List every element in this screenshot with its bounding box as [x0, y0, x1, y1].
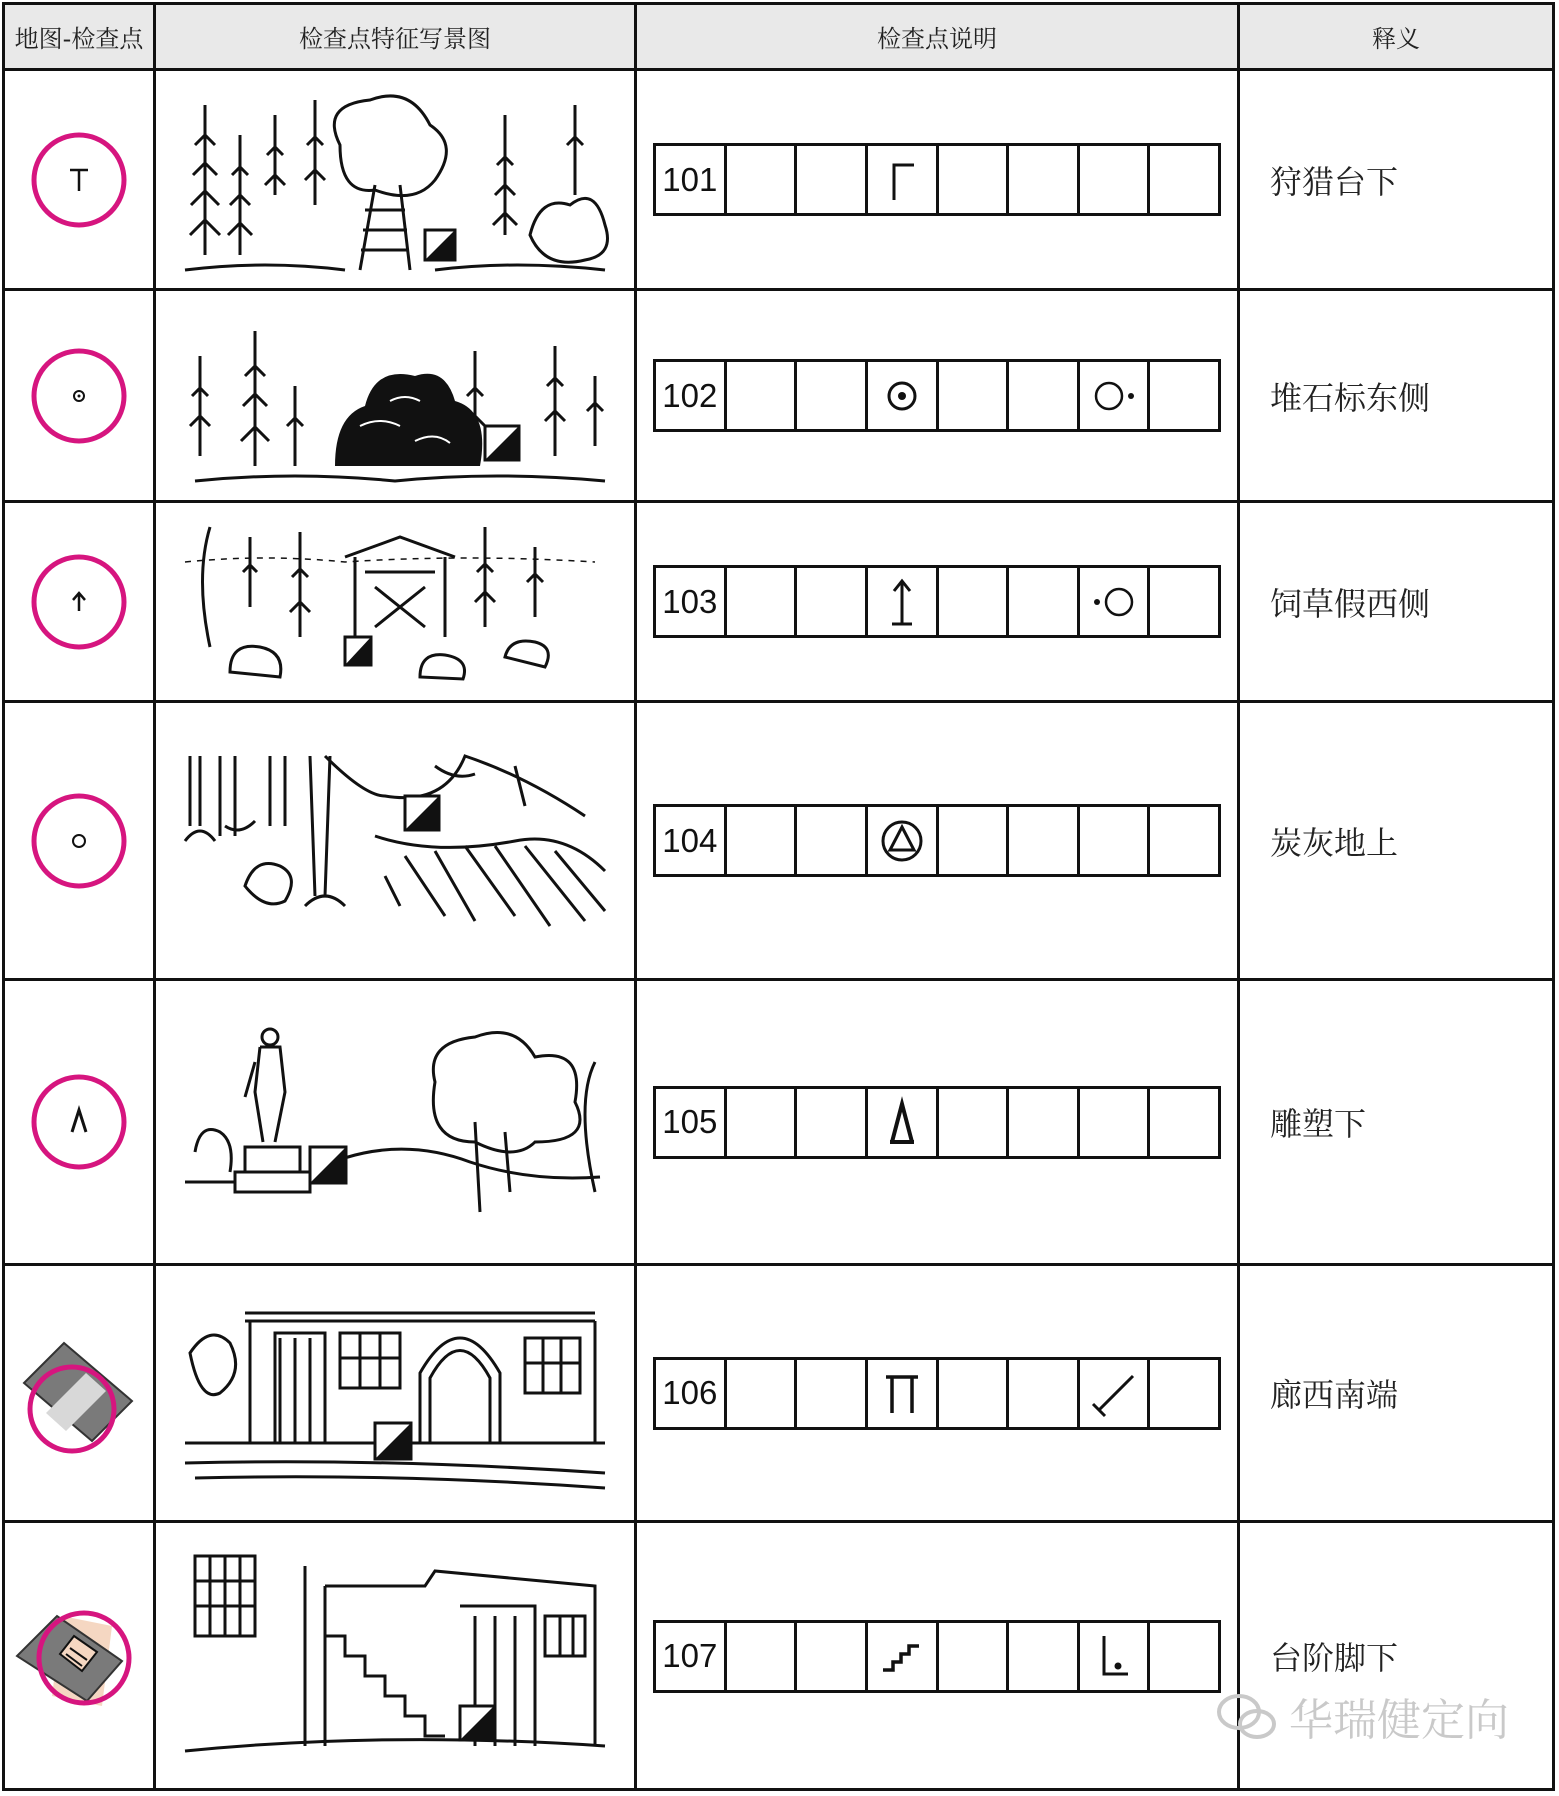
control-circle-icon: [24, 547, 134, 657]
charcoal-pile-icon: [879, 818, 925, 864]
col-c: [797, 568, 868, 635]
control-code: 105: [656, 1089, 727, 1156]
statue-sketch-icon: [175, 1022, 615, 1222]
col-e: [939, 1360, 1010, 1427]
corner-icon: [882, 155, 922, 205]
stairs-sketch-icon: [175, 1546, 615, 1766]
meaning-text: 廊西南端: [1270, 1376, 1399, 1414]
meaning-text: 雕塑下: [1270, 1105, 1367, 1143]
col-g: [1080, 568, 1151, 635]
col-d: [868, 1360, 939, 1427]
watermark-text: 华瑞健定向: [1289, 1695, 1509, 1746]
col-h: [1150, 1089, 1218, 1156]
description-grid: [653, 565, 1221, 638]
control-description-table: [2, 2, 1555, 1791]
col-b: [727, 568, 798, 635]
stone-pile-sketch-icon: [175, 306, 615, 486]
col-h: [1150, 568, 1218, 635]
col-b: [727, 146, 798, 213]
passage-sketch-icon: [175, 1293, 615, 1493]
west-side-icon: [1089, 582, 1139, 622]
stone-pile-icon: [882, 376, 922, 416]
photo-passage: [156, 1266, 634, 1520]
map-symbol-cell: [5, 1266, 153, 1520]
statue-icon: [882, 1096, 922, 1148]
col-g: [1080, 1623, 1151, 1690]
control-code: 103: [656, 568, 727, 635]
col-f: [1009, 1089, 1080, 1156]
table-row: [5, 71, 1552, 291]
map-symbol-cell: [5, 71, 153, 288]
col-h: [1150, 1623, 1218, 1690]
col-c: [797, 362, 868, 429]
charcoal-sketch-icon: [175, 746, 615, 936]
col-d: [868, 568, 939, 635]
control-code: 106: [656, 1360, 727, 1427]
wechat-icon: [1215, 1690, 1279, 1742]
col-g: [1080, 807, 1151, 874]
col-f: [1009, 362, 1080, 429]
east-side-icon: [1089, 376, 1139, 416]
feeder-icon: [882, 574, 922, 630]
map-symbol-cell: [5, 503, 153, 700]
col-h: [1150, 362, 1218, 429]
table-row: [5, 291, 1552, 503]
col-b: [727, 362, 798, 429]
table-row: [5, 981, 1552, 1266]
map-symbol-cell: [5, 291, 153, 500]
col-d: [868, 807, 939, 874]
photo-stone-pile: [156, 291, 634, 500]
description-cell: [637, 1266, 1237, 1520]
control-code: 104: [656, 807, 727, 874]
description-grid: [653, 143, 1221, 216]
meaning-text: 狩猎台下: [1270, 162, 1399, 201]
description-grid: [653, 804, 1221, 877]
watermark: [1215, 1684, 1509, 1748]
description-cell: [637, 291, 1237, 500]
description-grid: [653, 1357, 1221, 1430]
photo-statue: [156, 981, 634, 1263]
col-e: [939, 568, 1010, 635]
col-f: [1009, 807, 1080, 874]
control-circle-icon: [24, 125, 134, 235]
col-g: [1080, 362, 1151, 429]
description-cell: [637, 981, 1237, 1263]
col-h: [1150, 807, 1218, 874]
col-b: [727, 1089, 798, 1156]
feeder-sketch-icon: [175, 517, 615, 687]
map-symbol-cell: [5, 981, 153, 1263]
col-d: [868, 362, 939, 429]
map-symbol-cell: [5, 1523, 153, 1789]
passage-icon: [880, 1369, 924, 1417]
col-e: [939, 807, 1010, 874]
meaning-text: 炭灰地上: [1270, 823, 1399, 862]
photo-stairs: [156, 1523, 634, 1789]
photo-charcoal: [156, 703, 634, 978]
description-cell: [637, 703, 1237, 978]
col-f: [1009, 568, 1080, 635]
description-grid: [653, 1620, 1221, 1693]
photo-hunting-stand: [156, 71, 634, 288]
table-header: [5, 5, 1552, 71]
meaning-text: 堆石标东侧: [1270, 378, 1431, 417]
table-row: [5, 1266, 1552, 1523]
meaning-text: 饲草假西侧: [1270, 584, 1431, 623]
col-b: [727, 807, 798, 874]
col-e: [939, 146, 1010, 213]
col-e: [939, 1089, 1010, 1156]
table-row: [5, 703, 1552, 981]
control-code: 102: [656, 362, 727, 429]
col-c: [797, 146, 868, 213]
col-d: [868, 1623, 939, 1690]
col-g: [1080, 146, 1151, 213]
photo-feeder: [156, 503, 634, 700]
header-description: 检查点说明: [877, 25, 997, 53]
control-circle-icon: [24, 341, 134, 451]
col-g: [1080, 1089, 1151, 1156]
header-meaning: 释义: [1372, 25, 1420, 53]
table-row: [5, 1523, 1552, 1789]
col-c: [797, 1089, 868, 1156]
col-h: [1150, 1360, 1218, 1427]
control-circle-icon: [24, 786, 134, 896]
building-map-symbol-icon: [14, 1323, 144, 1463]
southwest-end-icon: [1089, 1368, 1139, 1418]
foot-icon: [1094, 1630, 1134, 1682]
col-b: [727, 1623, 798, 1690]
stairway-icon: [879, 1636, 925, 1676]
col-e: [939, 1623, 1010, 1690]
map-symbol-cell: [5, 703, 153, 978]
col-f: [1009, 1360, 1080, 1427]
description-cell: [637, 71, 1237, 288]
header-photo: 检查点特征写景图: [299, 25, 491, 53]
col-e: [939, 362, 1010, 429]
description-cell: [637, 1523, 1237, 1789]
col-c: [797, 807, 868, 874]
description-grid: [653, 1086, 1221, 1159]
col-b: [727, 1360, 798, 1427]
col-f: [1009, 146, 1080, 213]
col-h: [1150, 146, 1218, 213]
col-d: [868, 146, 939, 213]
control-code: 101: [656, 146, 727, 213]
col-g: [1080, 1360, 1151, 1427]
description-cell: [637, 503, 1237, 700]
header-map-symbol: 地图-检查点: [14, 25, 144, 53]
col-c: [797, 1623, 868, 1690]
col-f: [1009, 1623, 1080, 1690]
col-d: [868, 1089, 939, 1156]
hunting-stand-sketch-icon: [175, 85, 615, 275]
control-circle-icon: [24, 1067, 134, 1177]
meaning-text: 台阶脚下: [1270, 1639, 1399, 1677]
table-row: [5, 503, 1552, 703]
building-stairs-map-symbol-icon: [12, 1586, 147, 1726]
col-c: [797, 1360, 868, 1427]
description-grid: [653, 359, 1221, 432]
control-code: 107: [656, 1623, 727, 1690]
